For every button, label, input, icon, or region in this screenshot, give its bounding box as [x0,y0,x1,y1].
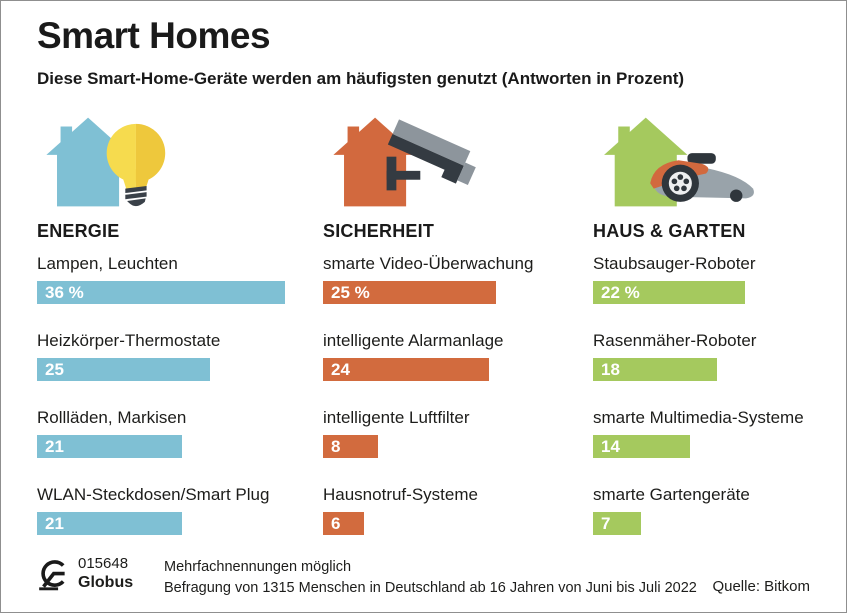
value-bar [37,281,285,304]
house-surveillance-camera-icon [323,107,587,209]
house-lightbulb-icon [37,107,319,209]
bar-value-label: 22 % [601,282,640,302]
bar-list-haus-garten [593,251,829,535]
device-label: Lampen, Leuchten [37,254,178,273]
infographic-number: 015648 [78,555,129,572]
column-sicherheit [323,107,587,559]
page-subtitle: Diese Smart-Home-Geräte werden am häufigsten genutzt (Antworten in Prozent) [37,69,685,88]
device-label: Rollläden, Markisen [37,408,187,427]
survey-notes [164,557,697,599]
note-line-2: Befragung von 1315 Menschen in Deutschland ab 16 Jahren von Juni bis Juli 2022 [164,580,697,596]
value-bar [323,358,489,381]
globus-logo-block [37,555,133,595]
device-row [593,405,829,458]
value-bar [593,435,690,458]
value-bar [593,358,717,381]
bar-list-sicherheit [323,251,587,535]
device-label: smarte Gartengeräte [593,485,750,504]
value-bar [37,358,210,381]
bar-value-label: 25 [45,359,64,379]
source-credit: Quelle: Bitkom [712,578,810,595]
bar-value-label: 25 % [331,282,370,302]
device-row [593,482,829,535]
bar-value-label: 24 [331,359,350,379]
device-label: Hausnotruf-Systeme [323,485,478,504]
device-row [323,405,587,458]
house-mower-robot-icon [593,107,829,209]
bar-value-label: 14 [601,436,620,456]
globus-wordmark: Globus [78,574,134,591]
device-label: smarte Multimedia-Systeme [593,408,804,427]
device-row [37,251,319,304]
device-row [323,328,587,381]
device-row [593,251,829,304]
device-row [593,328,829,381]
column-haus-garten [593,107,829,559]
bar-value-label: 21 [45,513,64,533]
category-label-haus-garten: HAUS & GARTEN [593,221,746,241]
bar-value-label: 21 [45,436,64,456]
value-bar [593,281,745,304]
page-title: Smart Homes [37,15,271,56]
category-label-energie: ENERGIE [37,221,120,241]
globus-logo-icon [37,555,69,595]
device-row [323,251,587,304]
bar-value-label: 6 [331,513,341,533]
bar-value-label: 8 [331,436,341,456]
device-label: intelligente Alarmanlage [323,331,504,350]
device-row [323,482,587,535]
device-label: Rasenmäher-Roboter [593,331,757,350]
value-bar [593,512,641,535]
note-line-1: Mehrfachnennungen möglich [164,559,352,575]
device-label: WLAN-Steckdosen/Smart Plug [37,485,270,504]
bar-value-label: 18 [601,359,620,379]
bar-value-label: 7 [601,513,611,533]
device-row [37,405,319,458]
device-label: smarte Video-Überwachung [323,254,534,273]
device-label: Heizkörper-Thermostate [37,331,221,350]
bar-value-label: 36 % [45,282,84,302]
category-label-sicherheit: SICHERHEIT [323,221,435,241]
value-bar [37,512,182,535]
device-row [37,328,319,381]
device-label: Staubsauger-Roboter [593,254,756,273]
value-bar [323,435,378,458]
column-energie [37,107,319,559]
value-bar [37,435,182,458]
bar-list-energie [37,251,319,535]
value-bar [323,512,364,535]
value-bar [323,281,496,304]
device-row [37,482,319,535]
device-label: intelligente Luftfilter [323,408,470,427]
